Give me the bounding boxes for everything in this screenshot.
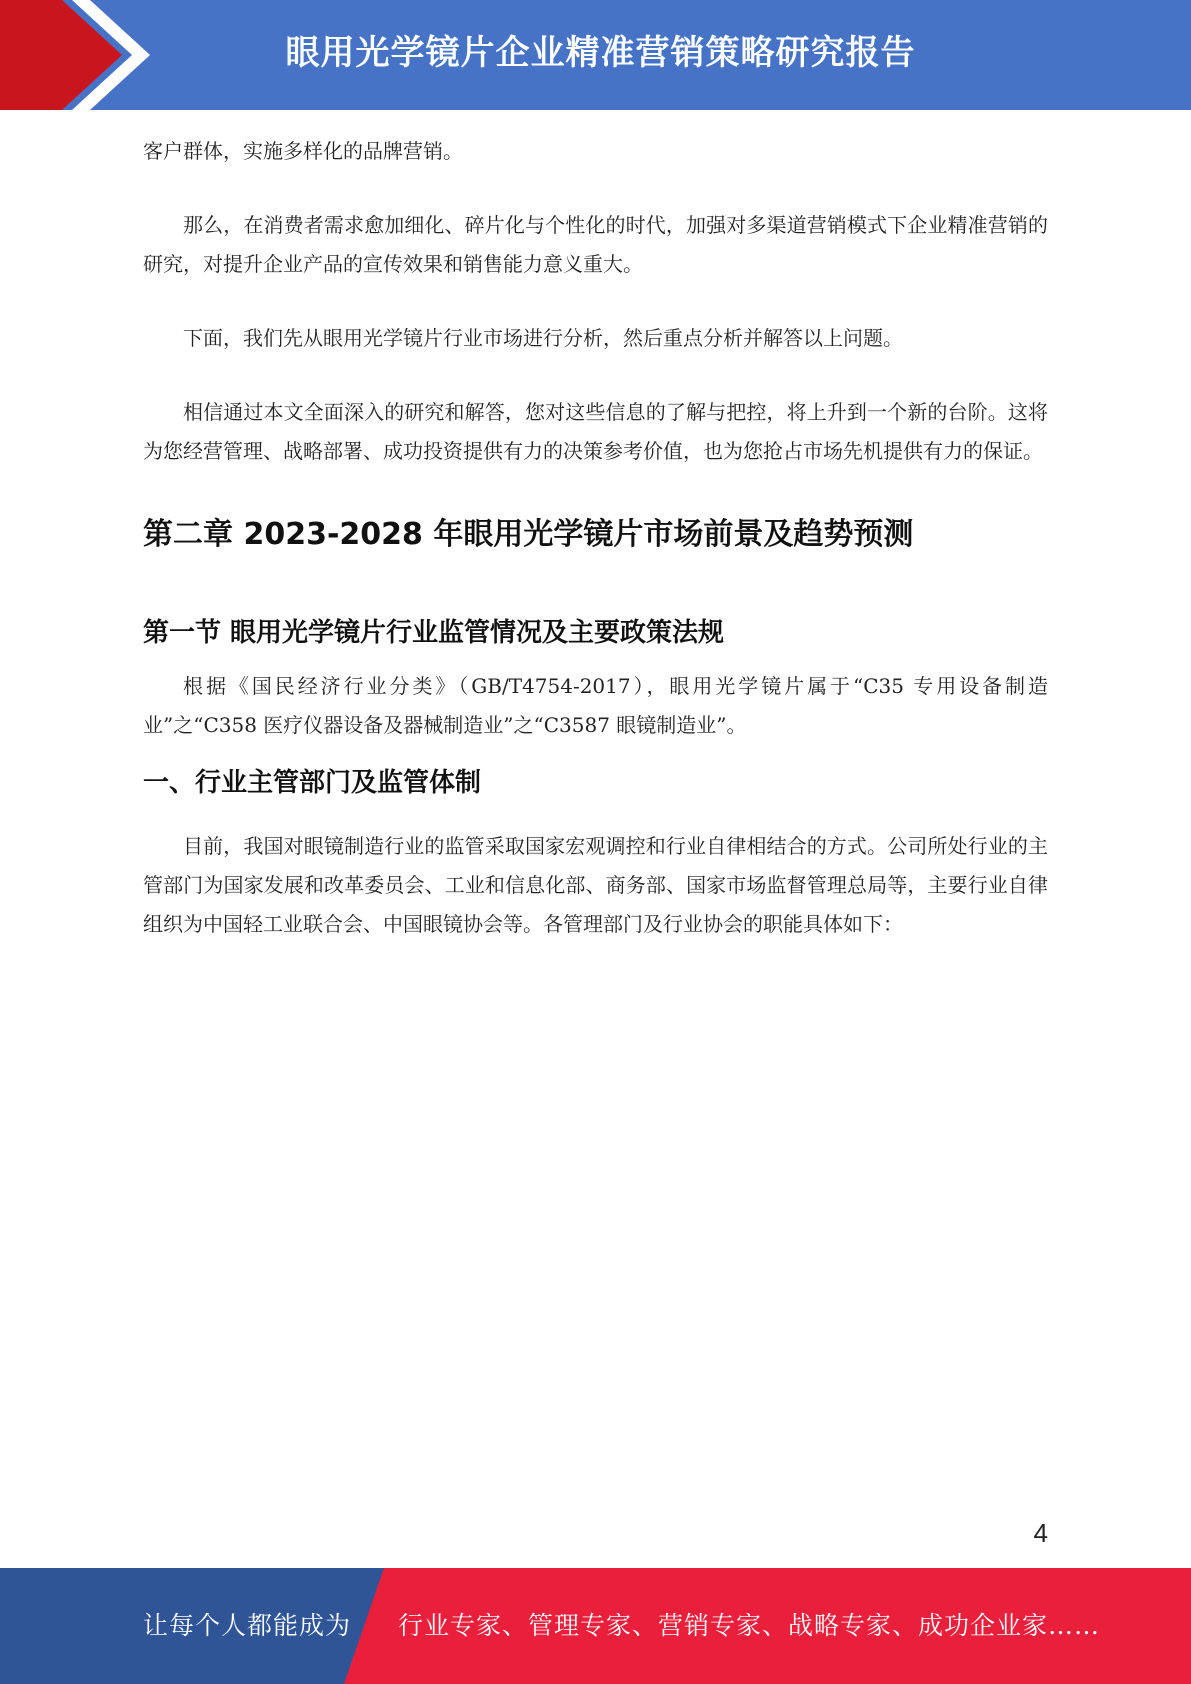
header-arrow-decoration bbox=[0, 0, 160, 110]
paragraph: 目前，我国对眼镜制造行业的监管采取国家宏观调控和行业自律相结合的方式。公司所处行业的主管部门为国家发展和改革委员会、工业和信息化部、商务部、国家市场监督管理总局等，主要行业自律组织为中国轻工业联合会、中国眼镜协会等。各管理部门及行业协会的职能具体如下： bbox=[143, 834, 1048, 936]
page-header bbox=[0, 0, 1191, 110]
paragraph: 客户群体，实施多样化的品牌营销。 bbox=[143, 139, 463, 163]
header-title: 眼用光学镜片企业精准营销策略研究报告 bbox=[285, 33, 916, 73]
chapter-title: 第二章 2023-2028 年眼用光学镜片市场前景及趋势预测 bbox=[143, 517, 914, 552]
subsection-title: 一、行业主管部门及监管体制 bbox=[143, 768, 482, 798]
paragraph: 那么，在消费者需求愈加细化、碎片化与个性化的时代，加强对多渠道营销模式下企业精准营销的研究，对提升企业产品的宣传效果和销售能力意义重大。 bbox=[143, 213, 1048, 276]
footer-slogan-right: 行业专家、管理专家、营销专家、战略专家、成功企业家…… bbox=[398, 1611, 1101, 1640]
footer-slogan-left: 让每个人都能成为 bbox=[143, 1611, 352, 1640]
paragraph: 相信通过本文全面深入的研究和解答，您对这些信息的了解与把控，将上升到一个新的台阶。这将为您经营管理、战略部署、成功投资提供有力的决策参考价值，也为您抢占市场先机提供有力的保证。 bbox=[143, 400, 1048, 463]
page-footer bbox=[0, 1568, 1191, 1684]
document-body bbox=[143, 132, 1048, 944]
paragraph: 根据《国民经济行业分类》（GB/T4754-2017），眼用光学镜片属于“C35 专用设备制造业”之“C358 医疗仪器设备及器械制造业”之“C3587 眼镜制造业”。 bbox=[143, 674, 1048, 737]
paragraph: 下面，我们先从眼用光学镜片行业市场进行分析，然后重点分析并解答以上问题。 bbox=[183, 326, 903, 350]
page-number: 4 bbox=[1033, 1518, 1048, 1548]
section-title: 第一节 眼用光学镜片行业监管情况及主要政策法规 bbox=[143, 618, 725, 648]
